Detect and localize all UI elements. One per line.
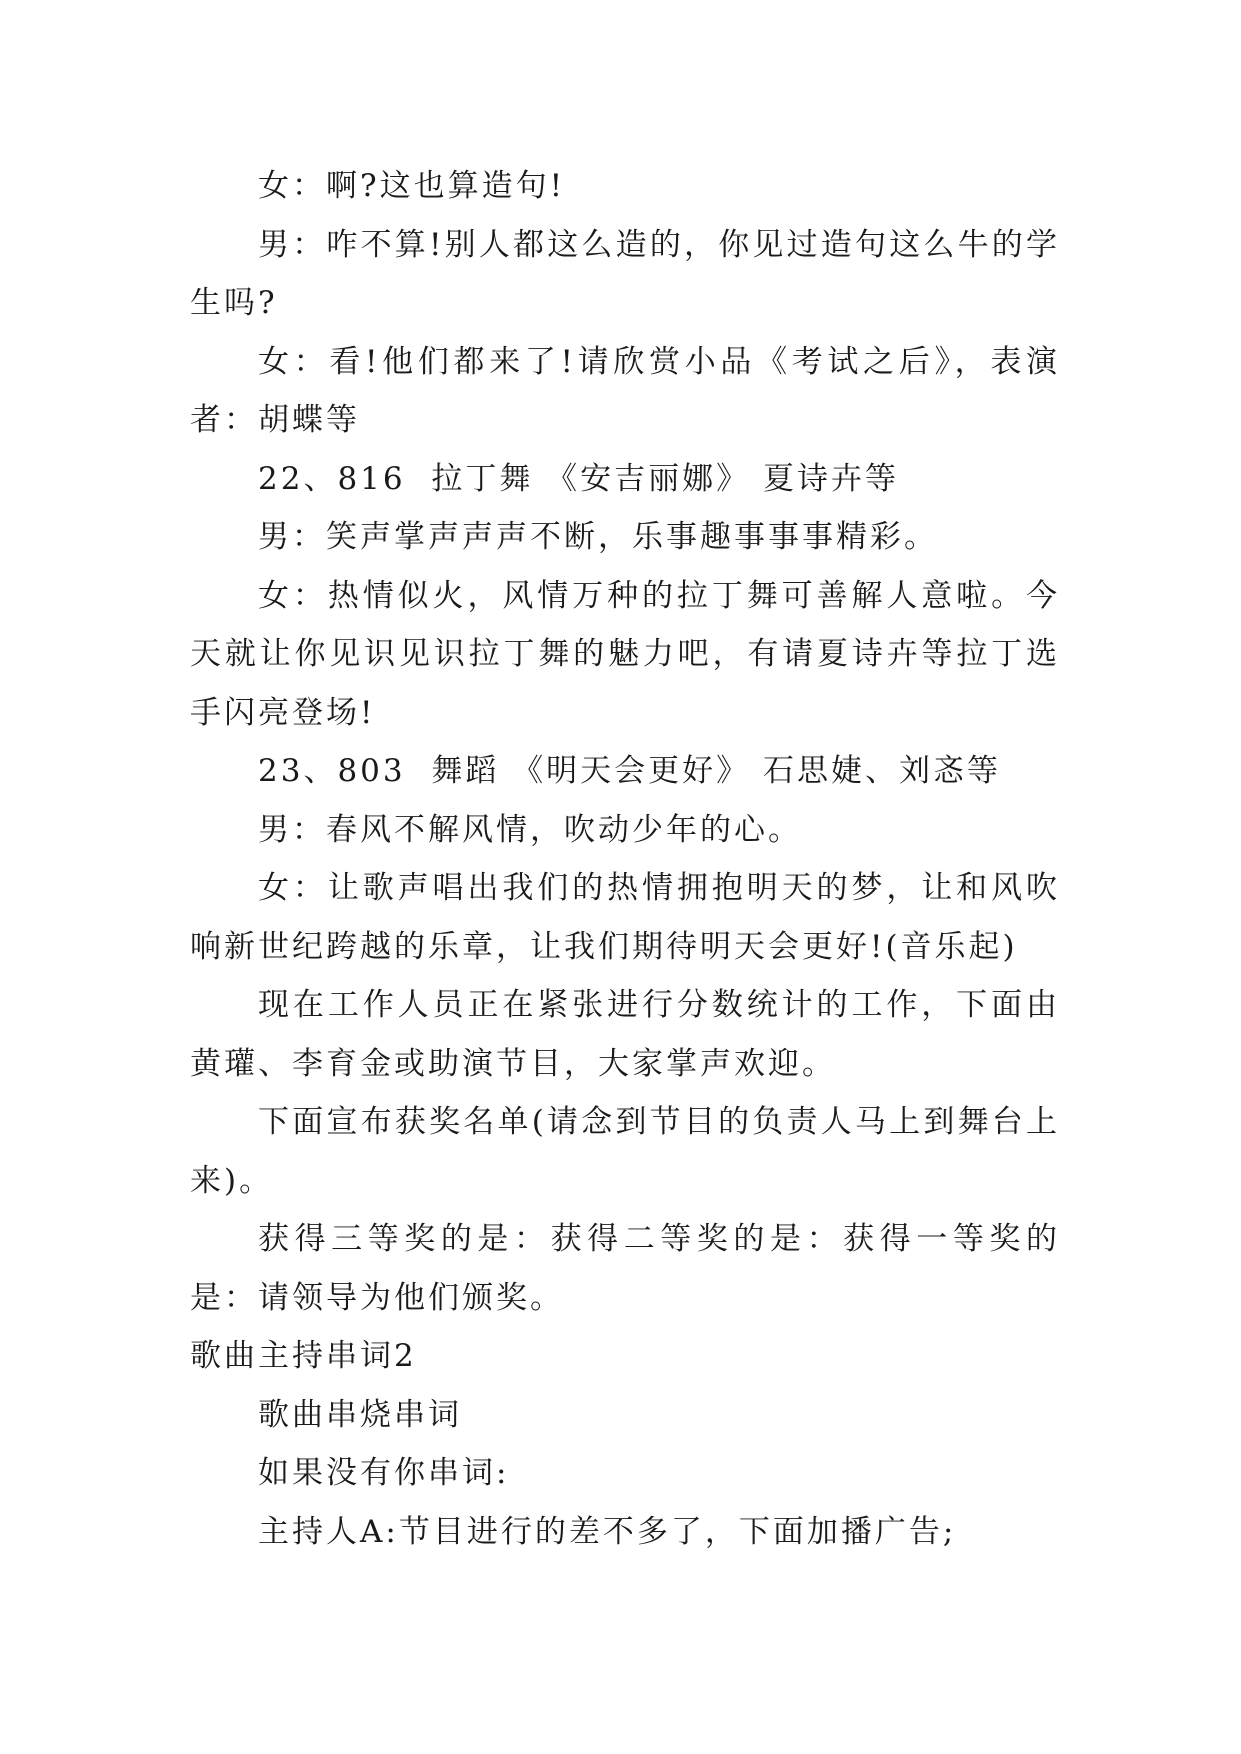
dialogue-line: 女：让歌声唱出我们的热情拥抱明天的梦，让和风吹响新世纪跨越的乐章，让我们期待明天会更好!(音乐起)	[190, 870, 1060, 965]
dialogue-line: 男：笑声掌声声声不断，乐事趣事事事精彩。	[258, 519, 938, 555]
section-title: 歌曲主持串词2	[190, 1338, 417, 1374]
dialogue-line: 男：咋不算!别人都这么造的，你见过造句这么牛的学生吗?	[190, 226, 1060, 321]
narration-paragraph: 现在工作人员正在紧张进行分数统计的工作，下面由黄瓘、李育金或助演节目，大家掌声欢迎。	[190, 987, 1060, 1082]
document-page	[190, 157, 1060, 1561]
dialogue-line: 男：春风不解风情，吹动少年的心。	[258, 811, 802, 848]
program-item: 23、803 舞蹈 《明天会更好》 石思婕、刘忞等	[258, 753, 1002, 789]
section-paragraph: 主持人A:节目进行的差不多了，下面加播广告;	[258, 1513, 957, 1550]
narration-paragraph: 获得三等奖的是：获得二等奖的是：获得一等奖的是：请领导为他们颁奖。	[190, 1221, 1060, 1316]
dialogue-line: 女：看!他们都来了!请欣赏小品《考试之后》，表演者：胡蝶等	[190, 343, 1060, 438]
dialogue-line: 女：啊?这也算造句!	[258, 168, 566, 204]
dialogue-line: 女：热情似火，风情万种的拉丁舞可善解人意啦。今天就让你见识见识拉丁舞的魅力吧，有请夏诗卉等拉丁选手闪亮登场!	[190, 577, 1060, 731]
narration-paragraph: 下面宣布获奖名单(请念到节目的负责人马上到舞台上来)。	[190, 1104, 1060, 1199]
program-item: 22、816 拉丁舞 《安吉丽娜》 夏诗卉等	[258, 460, 900, 497]
section-paragraph: 歌曲串烧串词	[258, 1396, 462, 1433]
section-paragraph: 如果没有你串词:	[258, 1455, 510, 1491]
